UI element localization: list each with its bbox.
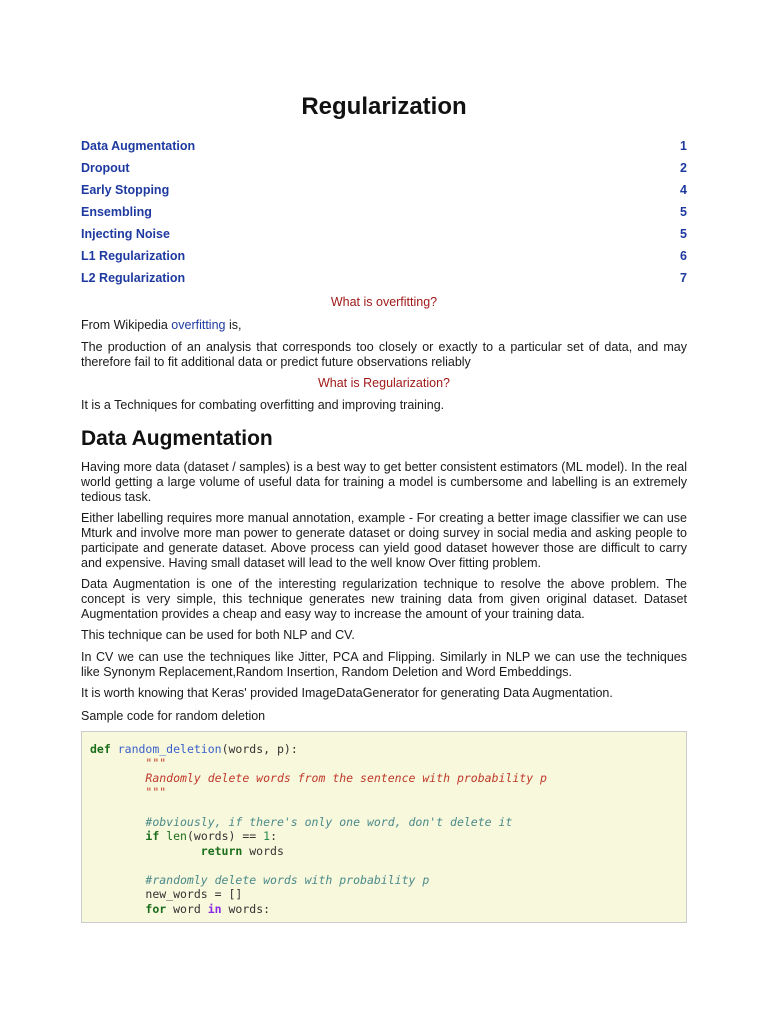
wiki-prefix: From Wikipedia <box>81 318 172 332</box>
toc-label[interactable]: L1 Regularization <box>81 249 186 263</box>
code-line <box>90 756 166 770</box>
code-builtin: len <box>166 829 187 843</box>
toc-label[interactable]: Injecting Noise <box>81 227 170 241</box>
code-comment: #randomly delete words with probability p <box>145 873 430 887</box>
code-number: 1 <box>263 829 271 843</box>
code-docstring: Randomly delete words from the sentence with probability p <box>145 771 547 785</box>
toc-entry[interactable] <box>81 139 687 155</box>
toc-label[interactable]: Data Augmentation <box>81 139 196 153</box>
toc-label[interactable]: Ensembling <box>81 205 152 219</box>
code-comment: #obviously, if there's only one word, don't delete it <box>145 815 513 829</box>
toc-entry[interactable] <box>81 205 687 221</box>
code-line <box>90 771 547 785</box>
code-keyword: def <box>90 742 111 756</box>
paragraph: Having more data (dataset / samples) is a best way to get better consistent estimators (ML model). In the real world getting a large volume of useful data for training a model is cumbersome and labelling is an extremely tedious task. <box>81 460 687 504</box>
code-text: words: <box>221 902 271 916</box>
toc-entry[interactable] <box>81 227 687 243</box>
code-docstring: """ <box>145 785 167 799</box>
toc-page-number[interactable]: 5 <box>680 227 687 241</box>
code-text: words <box>242 844 284 858</box>
code-line <box>90 844 284 858</box>
page-title: Regularization <box>301 93 467 120</box>
question-heading-regularization: What is Regularization? <box>317 376 450 390</box>
overfitting-definition: The production of an analysis that corresponds too closely or exactly to a particular set of data, and may therefore fail to fit additional data or predict future observations reliably <box>81 340 687 369</box>
code-line <box>90 815 512 829</box>
toc-label[interactable]: L2 Regularization <box>81 271 186 285</box>
wikipedia-line <box>81 318 687 333</box>
toc-entry[interactable] <box>81 183 687 199</box>
code-line <box>90 902 270 916</box>
toc-page-number[interactable]: 1 <box>680 139 687 153</box>
section-heading-data-augmentation: Data Augmentation <box>81 427 273 450</box>
toc-entry[interactable] <box>81 271 687 287</box>
code-block <box>81 731 687 923</box>
code-line <box>90 873 429 887</box>
code-line <box>90 887 242 901</box>
toc-entry[interactable] <box>81 249 687 265</box>
code-line <box>90 742 298 756</box>
paragraph: This technique can be used for both NLP and CV. <box>81 628 355 642</box>
toc-label[interactable]: Dropout <box>81 161 130 175</box>
code-operator: in <box>207 902 222 916</box>
toc-entry[interactable] <box>81 161 687 177</box>
regularization-definition: It is a Techniques for combating overfitting and improving training. <box>81 398 445 412</box>
code-text: (words, p): <box>221 742 298 756</box>
code-keyword: for <box>145 902 167 916</box>
code-text: word <box>166 902 208 916</box>
code-keyword: return <box>200 844 243 858</box>
question-heading-overfitting: What is overfitting? <box>330 295 438 309</box>
toc-page-number[interactable]: 4 <box>680 183 687 197</box>
paragraph: In CV we can use the techniques like Jitter, PCA and Flipping. Similarly in NLP we can use the techniques like Synonym Replacement,Random Insertion, Random Deletion and Word Embeddings. <box>81 650 687 679</box>
paragraph: It is worth knowing that Keras' provided ImageDataGenerator for generating Data Augmentation. <box>81 686 613 700</box>
toc-page-number[interactable]: 2 <box>680 161 687 175</box>
overfitting-link[interactable]: overfitting <box>171 318 226 332</box>
code-keyword: if <box>145 829 160 843</box>
wiki-suffix: is, <box>225 318 242 332</box>
toc-page-number[interactable]: 5 <box>680 205 687 219</box>
code-text: : <box>270 829 278 843</box>
code-docstring: """ <box>145 756 167 770</box>
code-function-name: random_deletion <box>117 742 222 756</box>
toc-label[interactable]: Early Stopping <box>81 183 170 197</box>
paragraph: Either labelling requires more manual annotation, example - For creating a better image classifier we can use Mturk and involve more man power to generate dataset or doing survey in social media and asking people to participate and generate dataset. Above process can yield good dataset however those are difficult to carry and expensive. Having small dataset will lead to the well know Over fitting problem. <box>81 511 687 570</box>
code-text: new_words = [] <box>145 887 243 901</box>
code-text: (words) == <box>186 829 264 843</box>
toc-page-number[interactable]: 7 <box>680 271 687 285</box>
toc-page-number[interactable]: 6 <box>680 249 687 263</box>
code-line <box>90 785 166 799</box>
paragraph: Sample code for random deletion <box>81 709 266 723</box>
paragraph: Data Augmentation is one of the interesting regularization technique to resolve the above problem. The concept is very simple, this technique generates new training data from given original dataset. Dataset Augmentation provides a cheap and easy way to increase the amount of your training data. <box>81 577 687 621</box>
code-line <box>90 829 277 843</box>
